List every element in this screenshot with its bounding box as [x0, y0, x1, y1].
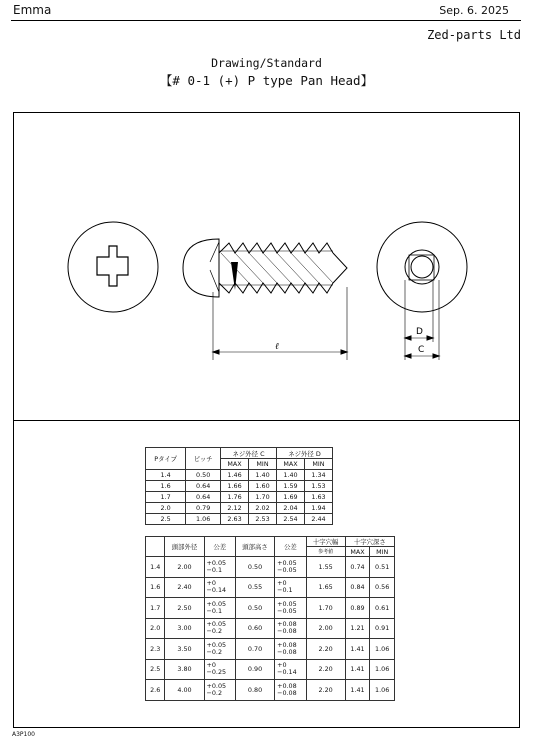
table-cell: 1.65: [306, 577, 345, 598]
table-cell: 1.6: [146, 481, 186, 492]
table-cell: 1.70: [249, 492, 277, 503]
min-header: MIN: [249, 459, 277, 470]
table-row: [146, 598, 395, 619]
table-cell: 1.6: [146, 577, 165, 598]
tolerance-upper: +0.05: [277, 599, 297, 608]
tolerance-lower: −0.1: [277, 586, 293, 595]
tolerance-lower: −0.08: [277, 688, 297, 697]
table-cell: 0.90: [235, 659, 274, 680]
tolerance-lower: −0.2: [206, 688, 223, 697]
cross-width-label: 十字穴幅: [312, 538, 339, 546]
table-cell: 2.12: [221, 503, 249, 514]
table-cell: 0.91: [370, 618, 395, 639]
tolerance-lower: −0.14: [206, 586, 227, 595]
table-cell: 1.55: [306, 557, 345, 578]
table-cell: 1.63: [305, 492, 333, 503]
screw-end-view: [377, 222, 467, 360]
table-cell: 1.60: [249, 481, 277, 492]
tolerance-cell: [204, 557, 235, 578]
table-cell: 0.61: [370, 598, 395, 619]
tolerance-cell: [204, 680, 235, 701]
thread-diameter-table: [145, 447, 333, 525]
tolerance-cell: [204, 659, 235, 680]
tolerance-lower: −0.2: [206, 627, 223, 636]
table-cell: 1.06: [370, 639, 395, 660]
table-cell: 1.59: [277, 481, 305, 492]
table-cell: 1.41: [345, 659, 370, 680]
tolerance-cell: [204, 598, 235, 619]
head-diameter-header: 頭部外径: [165, 537, 204, 557]
table-row: [146, 503, 333, 514]
table-cell: 0.89: [345, 598, 370, 619]
table-row: [146, 492, 333, 503]
table-cell: 3.50: [165, 639, 204, 660]
tolerance-upper: +0.08: [277, 620, 297, 629]
table-row: [146, 680, 395, 701]
table-cell: 0.64: [186, 481, 221, 492]
table-cell: 2.3: [146, 639, 165, 660]
table-cell: 0.56: [370, 577, 395, 598]
diameter-c-header: ネジ外径 C: [221, 448, 277, 459]
document-subtitle: 【# 0-1 (+) P type Pan Head】: [159, 73, 374, 88]
table-cell: 0.50: [186, 470, 221, 481]
table-row: [146, 577, 395, 598]
table-cell: 1.94: [305, 503, 333, 514]
c-dimension-label: C: [418, 345, 425, 355]
tolerance-upper: +0.05: [206, 599, 227, 608]
max-header: MAX: [277, 459, 305, 470]
table-cell: 0.70: [235, 639, 274, 660]
table-cell: 0.64: [186, 492, 221, 503]
table-cell: 1.66: [221, 481, 249, 492]
tolerance-upper: +0.05: [206, 558, 227, 567]
table-cell: 1.41: [345, 639, 370, 660]
table-cell: 1.40: [277, 470, 305, 481]
table-cell: 2.5: [146, 514, 186, 525]
company-name: Zed-parts Ltd: [427, 28, 521, 42]
table-cell: 2.20: [306, 659, 345, 680]
screw-side-view: [183, 239, 347, 360]
d-dimension-label: D: [416, 327, 423, 337]
table-cell: 2.6: [146, 680, 165, 701]
tolerance-cell: [275, 639, 306, 660]
table-cell: 1.4: [146, 470, 186, 481]
max-header: MAX: [345, 547, 370, 557]
tolerance-lower: −0.25: [206, 668, 227, 677]
table-cell: 0.74: [345, 557, 370, 578]
table-row: [146, 470, 333, 481]
frame-divider: [13, 420, 520, 421]
min-header: MIN: [370, 547, 395, 557]
table-cell: 2.63: [221, 514, 249, 525]
tolerance-upper: +0: [277, 579, 287, 588]
table-cell: 2.02: [249, 503, 277, 514]
table-cell: 2.0: [146, 503, 186, 514]
table-cell: 1.34: [305, 470, 333, 481]
table-cell: 0.60: [235, 618, 274, 639]
screw-drawing: [13, 112, 520, 420]
table-cell: 0.80: [235, 680, 274, 701]
length-label: ℓ: [275, 342, 279, 352]
table-cell: 2.44: [305, 514, 333, 525]
tolerance-cell: [204, 577, 235, 598]
table-cell: 0.55: [235, 577, 274, 598]
table-cell: 1.53: [305, 481, 333, 492]
tolerance-lower: −0.05: [277, 565, 297, 574]
table-cell: 2.54: [277, 514, 305, 525]
size-header: [146, 537, 165, 557]
table-row: [146, 618, 395, 639]
document-title: Drawing/Standard: [211, 56, 322, 70]
tolerance-cell: [275, 557, 306, 578]
tolerance-upper: +0: [277, 661, 287, 670]
table-row: [146, 514, 333, 525]
table-cell: 2.20: [306, 680, 345, 701]
tolerance-lower: −0.08: [277, 627, 297, 636]
table-cell: 1.76: [221, 492, 249, 503]
pitch-header: ピッチ: [186, 448, 221, 470]
table-cell: 2.0: [146, 618, 165, 639]
table-cell: 1.70: [306, 598, 345, 619]
table-row: [146, 481, 333, 492]
table-cell: 2.40: [165, 577, 204, 598]
table-cell: 1.06: [186, 514, 221, 525]
tolerance-upper: +0.05: [277, 558, 297, 567]
sheet-code: A3P100: [12, 731, 35, 738]
table-cell: 1.7: [146, 492, 186, 503]
tolerance-cell: [275, 598, 306, 619]
tolerance-cell: [204, 639, 235, 660]
table-cell: 2.00: [306, 618, 345, 639]
table-cell: 1.69: [277, 492, 305, 503]
table-cell: 1.40: [249, 470, 277, 481]
tolerance-lower: −0.05: [277, 606, 297, 615]
table-cell: 1.41: [345, 680, 370, 701]
table-cell: 0.79: [186, 503, 221, 514]
max-header: MAX: [221, 459, 249, 470]
table-cell: 3.80: [165, 659, 204, 680]
table-cell: 3.00: [165, 618, 204, 639]
tolerance-upper: +0.08: [277, 681, 297, 690]
min-header: MIN: [305, 459, 333, 470]
tolerance-header: 公差: [204, 537, 235, 557]
table-cell: 1.06: [370, 659, 395, 680]
tolerance-upper: +0.08: [277, 640, 297, 649]
cross-depth-header: 十字穴深さ: [345, 537, 394, 547]
tolerance-upper: +0: [206, 579, 216, 588]
tolerance-upper: +0.05: [206, 620, 227, 629]
tolerance-cell: [275, 618, 306, 639]
table-cell: 0.50: [235, 598, 274, 619]
tolerance-lower: −0.1: [206, 565, 223, 574]
tolerance-upper: +0.05: [206, 640, 227, 649]
tolerance-cell: [275, 659, 306, 680]
tolerance-lower: −0.2: [206, 647, 223, 656]
table-cell: 1.21: [345, 618, 370, 639]
table-row: [146, 557, 395, 578]
tolerance-cell: [275, 680, 306, 701]
diameter-d-header: ネジ外径 D: [277, 448, 333, 459]
table-cell: 4.00: [165, 680, 204, 701]
cross-width-header: [306, 537, 345, 547]
reference-header: 参考値: [306, 547, 345, 557]
tolerance-cell: [275, 577, 306, 598]
table-row: [146, 659, 395, 680]
tolerance-upper: +0: [206, 661, 216, 670]
document-date: Sep. 6. 2025: [439, 4, 509, 17]
p-type-header: Pタイプ: [146, 448, 186, 470]
table-cell: 0.51: [370, 557, 395, 578]
head-dimension-table: [145, 536, 395, 701]
table-row: [146, 639, 395, 660]
table-cell: 0.84: [345, 577, 370, 598]
author-name: Emma: [13, 3, 52, 17]
table-cell: 2.50: [165, 598, 204, 619]
tolerance-lower: −0.08: [277, 647, 297, 656]
tolerance-upper: +0.05: [206, 681, 227, 690]
tolerance-cell: [204, 618, 235, 639]
head-top-view: [68, 222, 158, 312]
table-cell: 2.5: [146, 659, 165, 680]
table-cell: 1.4: [146, 557, 165, 578]
table-cell: 2.04: [277, 503, 305, 514]
table-cell: 0.50: [235, 557, 274, 578]
table-cell: 2.53: [249, 514, 277, 525]
table-cell: 2.20: [306, 639, 345, 660]
header-rule: [11, 20, 521, 21]
table-cell: 2.00: [165, 557, 204, 578]
table-cell: 1.06: [370, 680, 395, 701]
head-height-header: 頭部高さ: [235, 537, 274, 557]
table-cell: 1.46: [221, 470, 249, 481]
tolerance-header-2: 公差: [275, 537, 306, 557]
tolerance-lower: −0.1: [206, 606, 223, 615]
table-cell: 1.7: [146, 598, 165, 619]
tolerance-lower: −0.14: [277, 668, 297, 677]
